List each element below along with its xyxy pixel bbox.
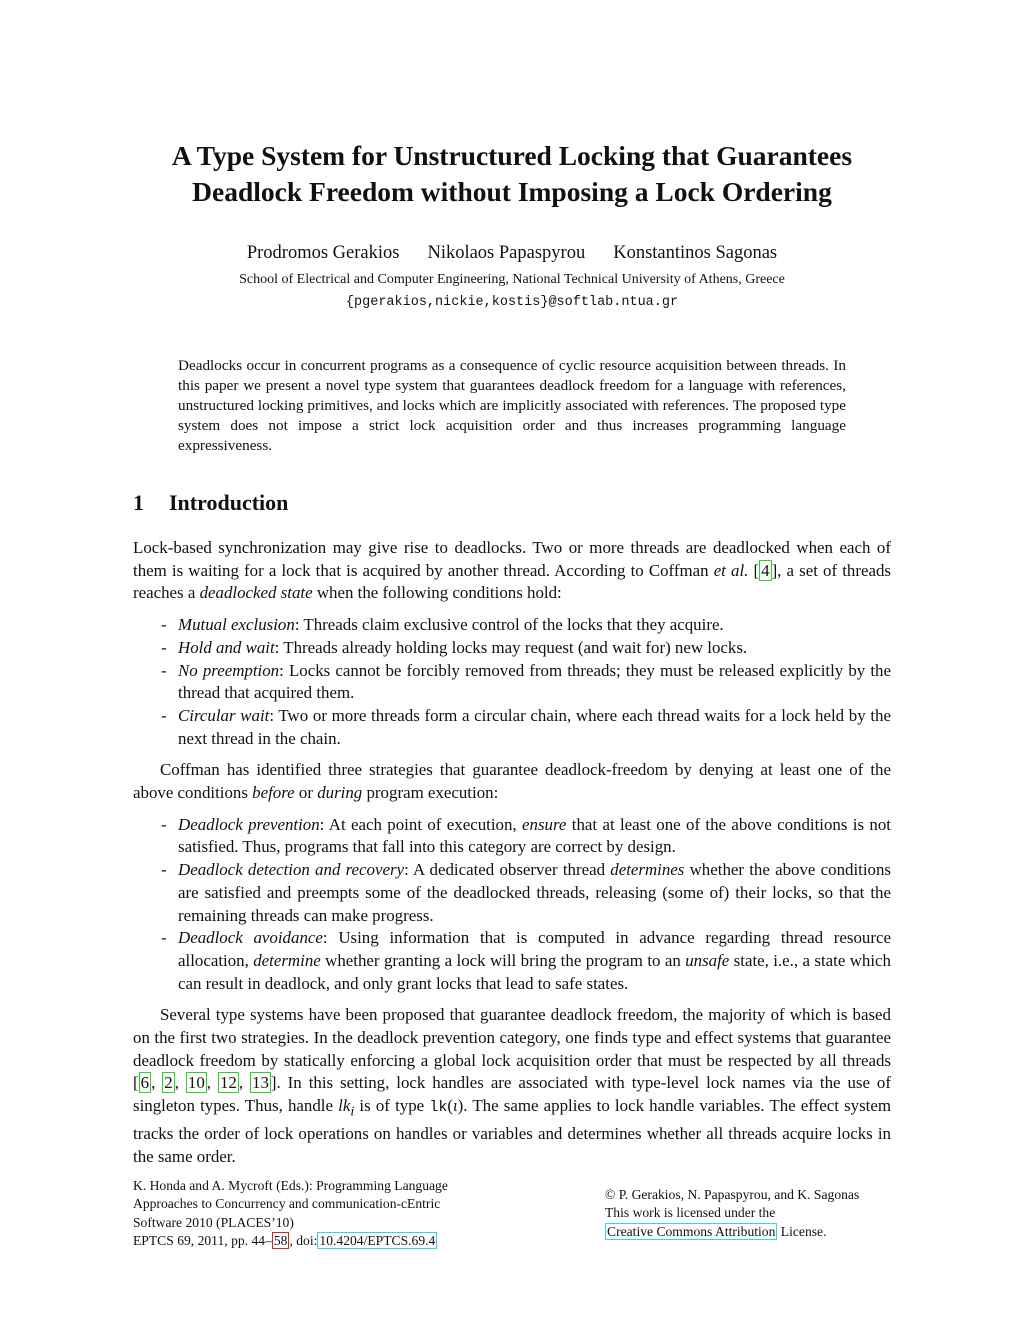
text-run: : Threads already holding locks may request (and wait for) new locks. bbox=[274, 637, 748, 657]
copyright-line: © P. Gerakios, N. Papaspyrou, and K. Sagonas bbox=[605, 1187, 860, 1202]
section-heading bbox=[133, 490, 288, 516]
title-line-1: A Type System for Unstructured Locking that Guarantees bbox=[171, 140, 853, 171]
citation-link[interactable]: 12 bbox=[219, 1073, 237, 1093]
list-item bbox=[133, 927, 891, 995]
term: No preemption bbox=[178, 660, 280, 680]
affiliation: School of Electrical and Computer Engineering, National Technical University of Athens, Greece bbox=[239, 272, 785, 287]
text-run: i bbox=[350, 1103, 355, 1120]
doi-link[interactable]: 10.4204/EPTCS.69.4 bbox=[319, 1232, 436, 1248]
text-run: ], a set of threads reaches a bbox=[133, 560, 891, 603]
term: Circular wait bbox=[178, 705, 270, 725]
list-item bbox=[133, 859, 891, 927]
text-run: program execution: bbox=[362, 783, 499, 803]
text-run: ensure bbox=[522, 814, 567, 834]
text-run: lk bbox=[338, 1096, 351, 1116]
text-run: determine bbox=[253, 950, 321, 970]
footer-line: K. Honda and A. Mycroft (Eds.): Programming Language bbox=[133, 1178, 448, 1193]
citation-link[interactable]: 6 bbox=[140, 1073, 150, 1093]
text-run: during bbox=[317, 783, 363, 803]
text-run: et al. bbox=[713, 560, 749, 580]
dash-bullet: - bbox=[161, 860, 167, 880]
title-line-2: Deadlock Freedom without Imposing a Lock Ordering bbox=[192, 176, 832, 207]
text-run: [ bbox=[748, 560, 760, 580]
dash-bullet: - bbox=[161, 615, 167, 635]
list-item bbox=[133, 614, 891, 637]
paper-title bbox=[0, 138, 1024, 210]
code-text: lk bbox=[429, 1099, 448, 1117]
term: Hold and wait bbox=[178, 637, 275, 657]
text-run: License. bbox=[777, 1223, 827, 1239]
dash-bullet: - bbox=[161, 814, 167, 834]
text-run: : A dedicated observer thread bbox=[404, 860, 611, 880]
text-run: that at least one of the above conditions is not satisfied. Thus, programs that fall into this category are correct by design. bbox=[178, 814, 891, 857]
text-run: ]. In this setting, lock handles are associated with type-level lock names via the use of singleton types. Thus, handle bbox=[133, 1073, 891, 1116]
text-run: ). The same applies to lock handle variables. The effect system tracks the order of lock operations on handles or variables and determines whether all threads acquire locks in the same order. bbox=[133, 1096, 892, 1166]
footer-line: Approaches to Concurrency and communication-cEntric bbox=[133, 1196, 441, 1212]
text-run: whether the above conditions are satisfied and preempts some of the deadlocked threads, releasing (some of) their locks, so that the remaining threads can make progress. bbox=[178, 860, 892, 925]
citation-link[interactable]: 13 bbox=[252, 1073, 269, 1093]
footer-license bbox=[605, 1186, 859, 1241]
text-run: Several type systems have been proposed that guarantee deadlock freedom, the majority of which is based on the first two strategies. In the deadlock prevention category, one finds type and effect systems that guarantee deadlock freedom by statically enforcing a global lock acquisition order that must be respected by all threads [ bbox=[133, 1005, 891, 1093]
section-title: Introduction bbox=[169, 490, 289, 515]
text-run: , doi: bbox=[289, 1232, 318, 1248]
intro-body bbox=[133, 537, 891, 1169]
text-run: is of type bbox=[354, 1096, 430, 1116]
list-item bbox=[133, 637, 891, 660]
citation-link[interactable]: 4 bbox=[761, 560, 770, 580]
term: Deadlock prevention bbox=[178, 814, 320, 834]
text-run: determines bbox=[610, 860, 685, 880]
footer-line: Software 2010 (PLACES’10) bbox=[133, 1214, 294, 1230]
text-run: : Two or more threads form a circular chain, where each thread waits for a lock held by the next thread in the chain. bbox=[178, 705, 891, 748]
text-run: before bbox=[252, 783, 295, 803]
author-2: Nikolaos Papaspyrou bbox=[427, 243, 586, 263]
last-page-link[interactable]: 58 bbox=[273, 1232, 288, 1248]
term: Deadlock avoidance bbox=[178, 928, 323, 948]
text-run: Lock-based synchronization may give rise to deadlocks. Two or more threads are deadlocked when each of them is waiting for a lock that is acquired by another thread. According to Coffman bbox=[133, 538, 891, 580]
list-item bbox=[133, 814, 891, 859]
license-line: This work is licensed under the bbox=[605, 1205, 776, 1221]
text-run: : At each point of execution, bbox=[319, 814, 523, 834]
text-run: state, i.e., a state which can result in deadlock, and only grant locks that lead to safe states. bbox=[178, 950, 892, 993]
text-run: ( bbox=[447, 1096, 453, 1116]
dash-bullet: - bbox=[161, 705, 167, 725]
term: Deadlock detection and recovery bbox=[178, 860, 405, 880]
intro-paragraph-2 bbox=[133, 759, 891, 804]
text-run: deadlocked state bbox=[199, 583, 313, 603]
author-list bbox=[0, 243, 1024, 264]
license-line bbox=[605, 1223, 859, 1241]
citation-link[interactable]: 2 bbox=[164, 1073, 173, 1093]
footer-line bbox=[133, 1232, 448, 1250]
author-3: Konstantinos Sagonas bbox=[613, 243, 778, 263]
author-emails: {pgerakios,nickie,kostis}@softlab.ntua.gr bbox=[345, 295, 679, 310]
text-run: : Locks cannot be forcibly removed from threads; they must be released explicitly by the thread that acquired them. bbox=[178, 660, 891, 703]
text-run: : Using information that is computed in advance regarding thread resource allocation, bbox=[178, 928, 891, 970]
section-number: 1 bbox=[133, 490, 144, 515]
term: Mutual exclusion bbox=[178, 615, 295, 635]
text-run: or bbox=[294, 783, 318, 803]
text-run: : Threads claim exclusive control of the locks that they acquire. bbox=[294, 615, 724, 635]
text-run: when the following conditions hold: bbox=[312, 583, 562, 603]
list-item bbox=[133, 705, 891, 750]
text-run: unsafe bbox=[685, 950, 730, 970]
dash-bullet: - bbox=[161, 928, 167, 948]
abstract: Deadlocks occur in concurrent programs as a consequence of cyclic resource acquisition between threads. In this paper we present a novel type system that guarantees deadlock freedom for a language with references, unstructured locking primitives, and locks which are implicitly associated with references. The proposed type system does not impose a strict lock acquisition order and thus increases programming language expressiveness. bbox=[178, 357, 846, 454]
license-link[interactable]: Creative Commons Attribution bbox=[607, 1223, 776, 1239]
intro-paragraph-3: Several type systems have been proposed that guarantee deadlock freedom, the majority of which is based on the first two strategies. In the deadlock prevention category, one finds type and effect systems that guarantee deadlock freedom by statically enforcing a global lock acquisition order that must be respected by all threads [ 6 , 2 , 10 , 12 , 13 ]. In this setting, lock handles are associated with type-level lock names via the use of singleton types. Thus, handle $lk_i$ is of type lk(ι). The same applies to lock handle variables. The effect system tracks the order of lock operations on handles or variables and determines whether all threads acquire locks in the same order. bbox=[133, 1005, 892, 1166]
text-run: whether granting a lock will bring the program to an bbox=[320, 950, 686, 970]
conditions-list bbox=[133, 614, 891, 750]
dash-bullet: - bbox=[161, 660, 167, 680]
dash-bullet: - bbox=[161, 637, 167, 657]
text-run: ι bbox=[452, 1096, 458, 1116]
list-item bbox=[133, 660, 891, 705]
strategies-list bbox=[133, 814, 891, 996]
text-run: Coffman has identified three strategies that guarantee deadlock-freedom by denying at least one of the above conditions bbox=[133, 760, 891, 803]
intro-paragraph-1 bbox=[133, 537, 891, 605]
text-run: EPTCS 69, 2011, pp. 44– bbox=[133, 1232, 272, 1248]
footer-venue bbox=[133, 1177, 448, 1250]
author-1: Prodromos Gerakios bbox=[246, 243, 400, 263]
citation-link[interactable]: 10 bbox=[187, 1073, 205, 1093]
